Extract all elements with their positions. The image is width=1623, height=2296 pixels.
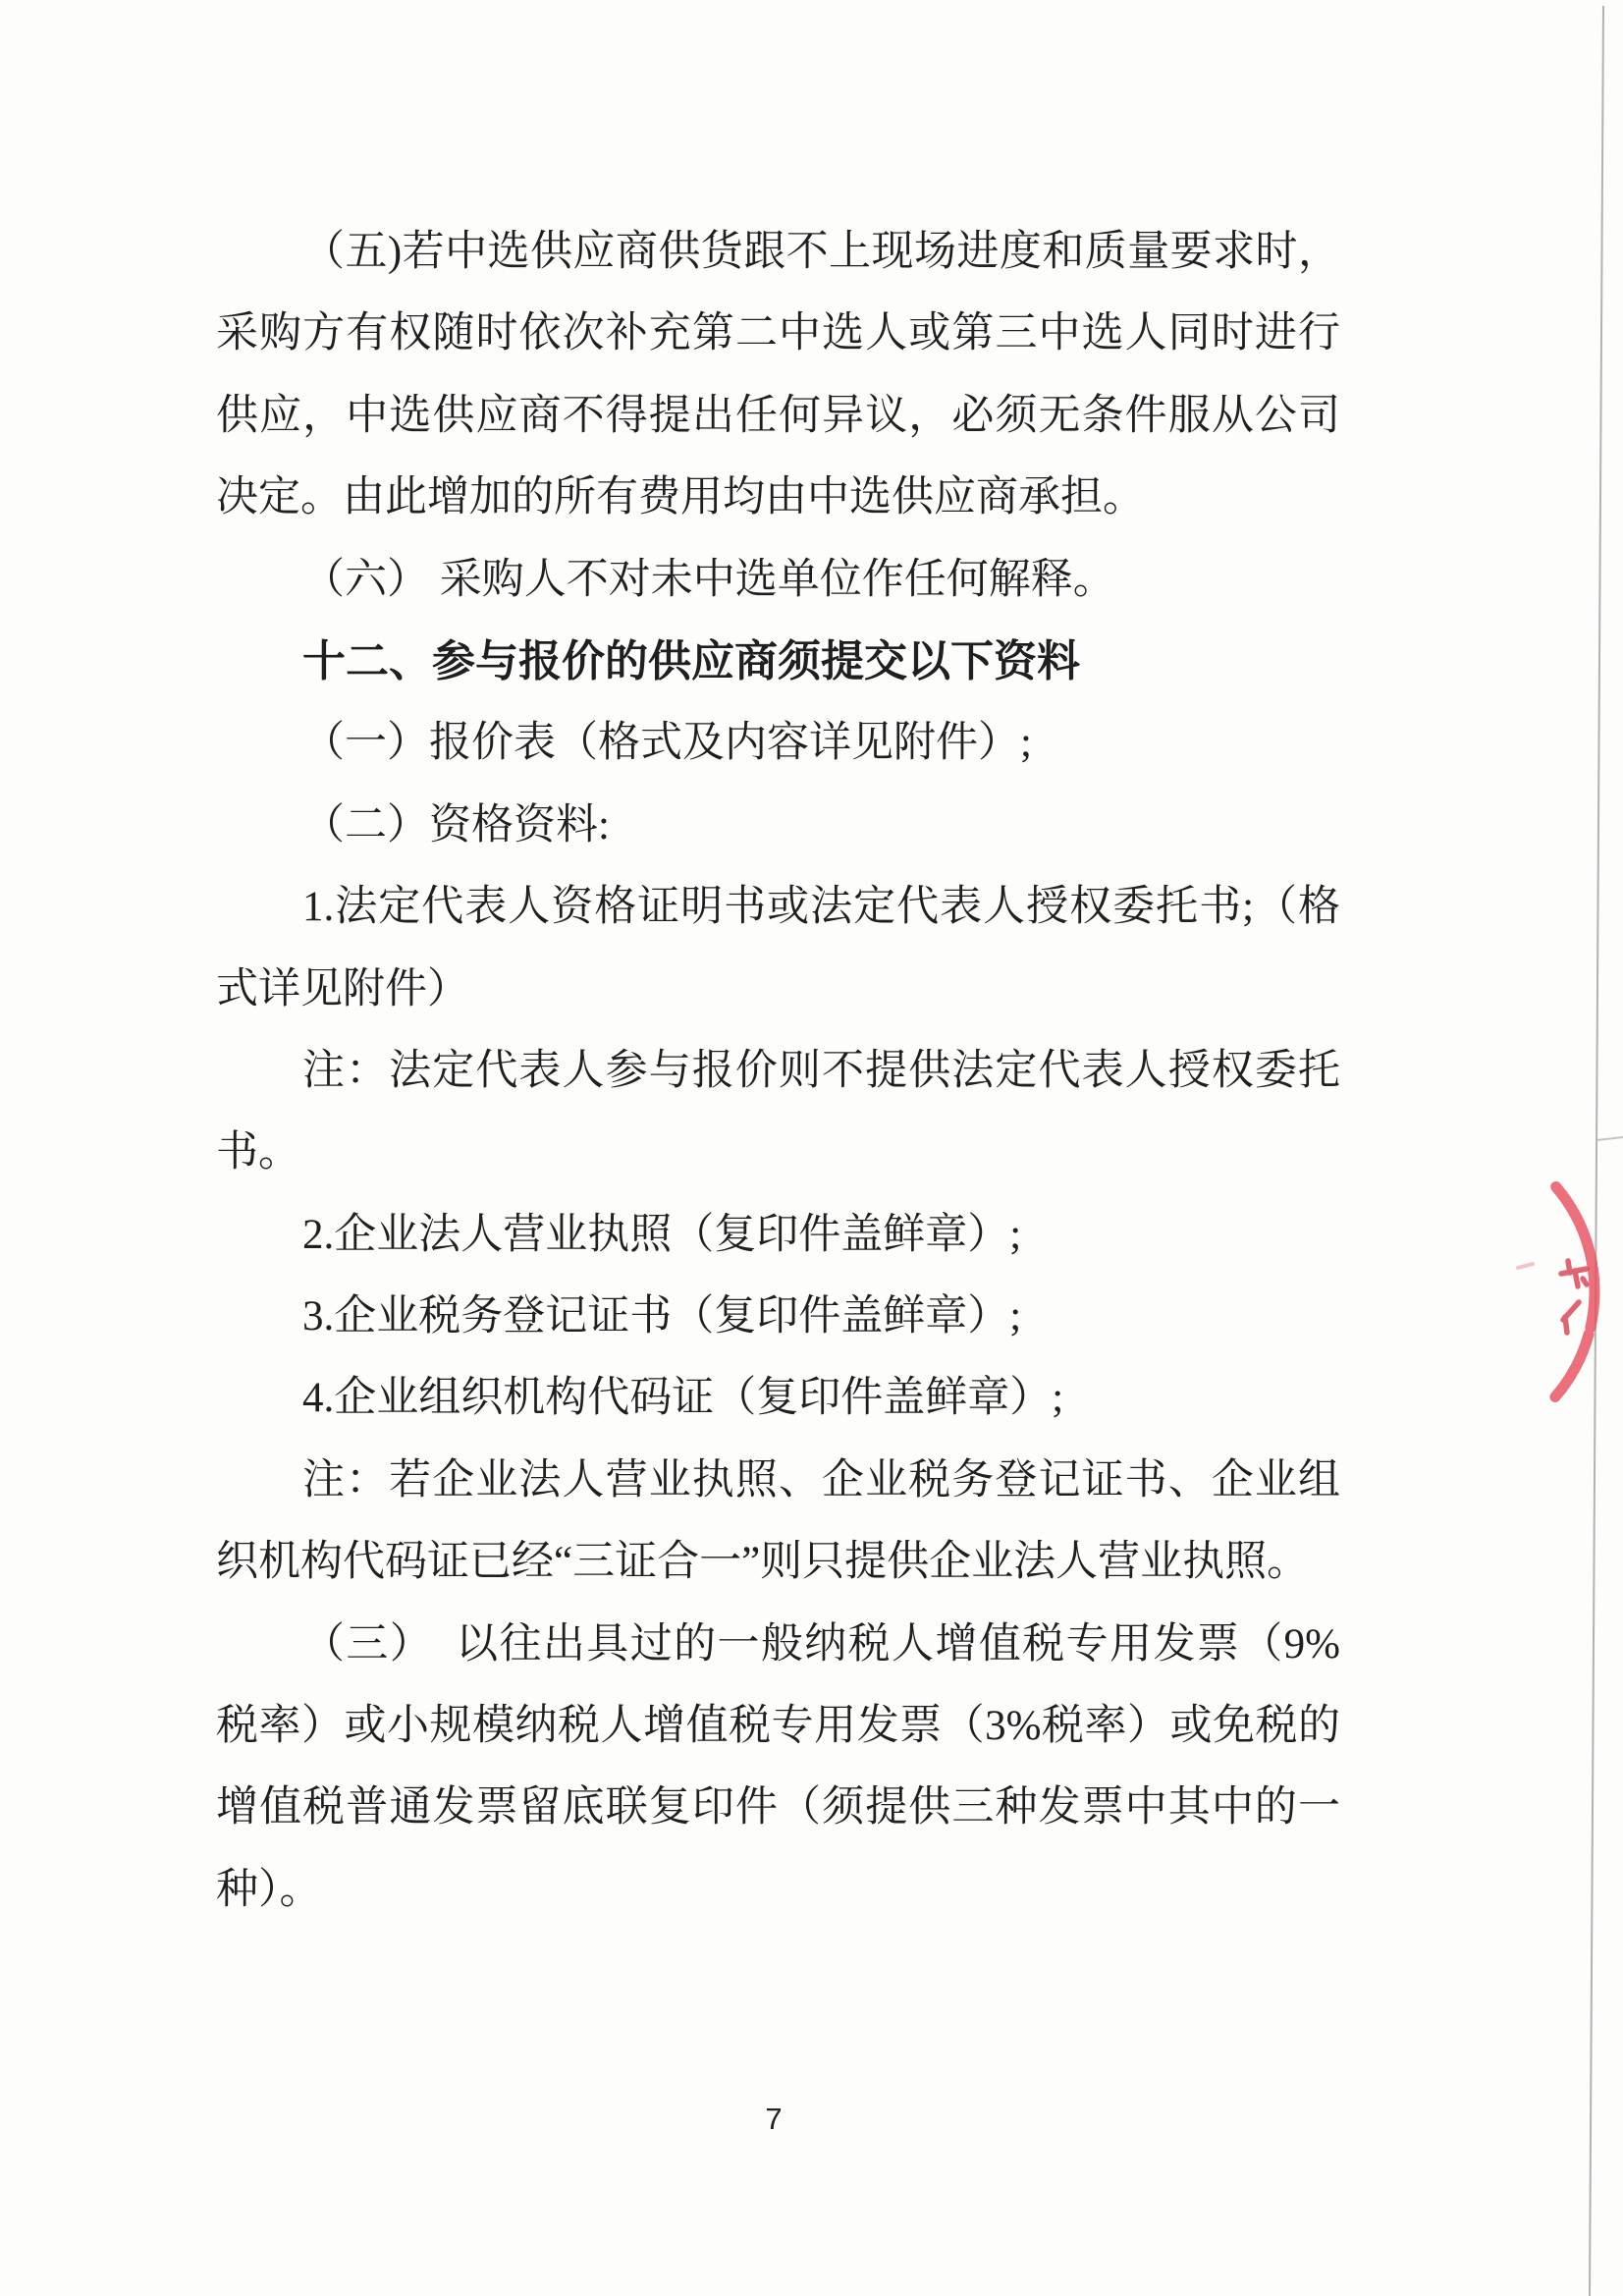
stamp-faint-mark xyxy=(1518,1264,1533,1268)
text-line: 织机构代码证已经“三证合一”则只提供企业法人营业执照。 xyxy=(216,1539,1310,1586)
text-line: 注：若企业法人营业执照、企业税务登记证书、企业组 xyxy=(302,1456,1340,1503)
text-line: 增值税普通发票留底联复印件（须提供三种发票中其中的一 xyxy=(216,1784,1340,1831)
text-line: 4.企业组织机构代码证（复印件盖鲜章）; xyxy=(302,1375,1064,1422)
edge-tick-mark xyxy=(1596,1137,1623,1140)
text-line: 决定。由此增加的所有费用均由中选供应商承担。 xyxy=(216,474,1145,521)
stamp-character-fragments xyxy=(1561,1261,1587,1333)
text-line: （三） 以往出具过的一般纳税人增值税专用发票（9% xyxy=(302,1620,1340,1667)
page-number: 7 xyxy=(765,2102,783,2136)
text-line: 式详见附件） xyxy=(216,965,469,1012)
text-line: （五)若中选供应商供货跟不上现场进度和质量要求时， xyxy=(302,229,1340,275)
text-line: 种）。 xyxy=(216,1866,322,1913)
text-line: 税率）或小规模纳税人增值税专用发票（3%税率）或免税的 xyxy=(216,1703,1340,1750)
text-line: 3.企业税务登记证书（复印件盖鲜章）; xyxy=(302,1293,1022,1340)
page-edge-line xyxy=(1590,6,1603,2296)
text-line: （六） 采购人不对未中选单位作任何解释。 xyxy=(302,556,1115,603)
text-line: 采购方有权随时依次补充第二中选人或第三中选人同时进行 xyxy=(216,310,1340,357)
text-line: （一）报价表（格式及内容详见附件）; xyxy=(302,720,1032,767)
section-heading: 十二、参与报价的供应商须提交以下资料 xyxy=(302,636,1080,685)
text-line: 1.法定代表人资格证明书或法定代表人授权委托书;（格 xyxy=(302,884,1340,931)
text-line: 供应，中选供应商不得提出任何异议，必须无条件服从公司 xyxy=(216,392,1340,439)
text-line: 书。 xyxy=(216,1129,300,1176)
document-text-block xyxy=(216,211,1340,1931)
text-line: （二）资格资料: xyxy=(302,801,610,848)
text-line: 注：法定代表人参与报价则不提供法定代表人授权委托 xyxy=(302,1047,1340,1094)
text-line: 2.企业法人营业执照（复印件盖鲜章）; xyxy=(302,1211,1022,1258)
red-stamp-arc xyxy=(1555,1187,1595,1397)
